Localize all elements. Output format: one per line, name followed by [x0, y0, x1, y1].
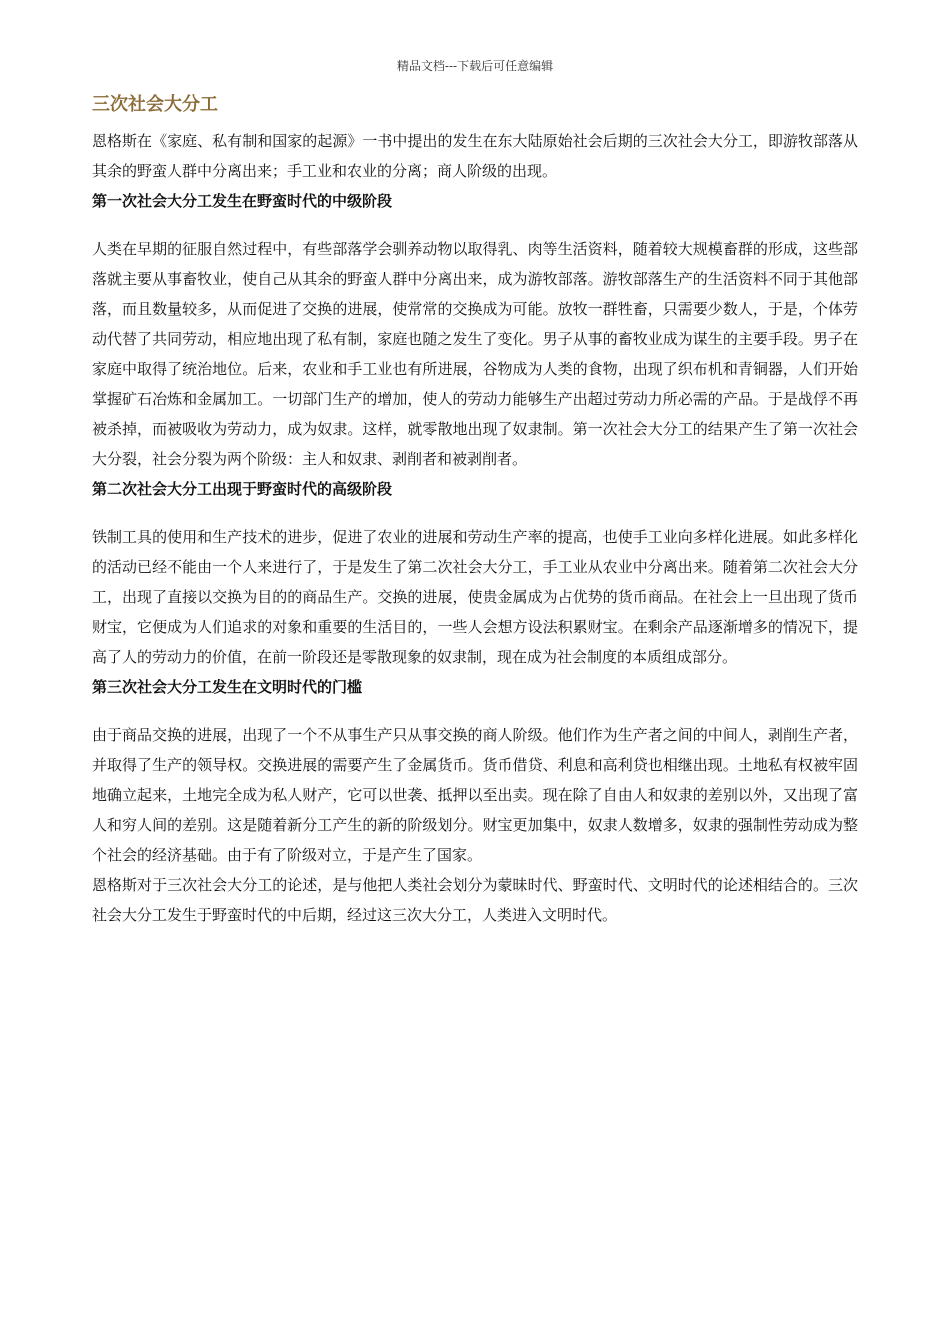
section-heading: 第一次社会大分工发生在野蛮时代的中级阶段: [92, 192, 393, 210]
section-3: [92, 672, 858, 870]
section-2: [92, 474, 858, 672]
spacer: [92, 216, 858, 234]
intro-paragraph: 恩格斯在《家庭、私有制和国家的起源》一书中提出的发生在东大陆原始社会后期的三次社会大分工，即游牧部落从其余的野蛮人群中分离出来；手工业和农业的分离；商人阶级的出现。: [92, 132, 858, 180]
section-1: [92, 186, 858, 474]
spacer: [92, 702, 858, 720]
spacer: [92, 504, 858, 522]
header-note: 精品文档---下载后可任意编辑: [396, 59, 554, 73]
section-heading: 第三次社会大分工发生在文明时代的门槛: [92, 678, 363, 696]
section-body: 人类在早期的征服自然过程中，有些部落学会驯养动物以取得乳、肉等生活资料，随着较大规模畜群的形成，这些部落就主要从事畜牧业，使自己从其余的野蛮人群中分离出来，成为游牧部落。游牧部落生产的生活资料不同于其他部落，而且数量较多，从而促进了交换的进展，使常常的交换成为可能。放牧一群牲畜，只需要少数人，于是，个体劳动代替了共同劳动，相应地出现了私有制，家庭也随之发生了变化。男子从事的畜牧业成为谋生的主要手段。男子在家庭中取得了统治地位。后来，农业和手工业也有所进展，谷物成为人类的食物，出现了织布机和青铜器，人们开始掌握矿石冶炼和金属加工。一切部门生产的增加，使人的劳动力能够生产出超过劳动力所必需的产品。于是战俘不再被杀掉，而被吸收为劳动力，成为奴隶。这样，就零散地出现了奴隶制。第一次社会大分工的结果产生了第一次社会大分裂，社会分裂为两个阶级：主人和奴隶、剥削者和被剥削者。: [92, 240, 858, 468]
document-title: 三次社会大分工: [92, 94, 218, 115]
section-body: 由于商品交换的进展，出现了一个不从事生产只从事交换的商人阶级。他们作为生产者之间的中间人，剥削生产者，并取得了生产的领导权。交换进展的需要产生了金属货币。货币借贷、利息和高利贷也相继出现。土地私有权被牢固地确立起来，土地完全成为私人财产，它可以世袭、抵押以至出卖。现在除了自由人和奴隶的差别以外，又出现了富人和穷人间的差别。这是随着新分工产生的新的阶级划分。财宝更加集中，奴隶人数增多，奴隶的强制性劳动成为整个社会的经济基础。由于有了阶级对立，于是产生了国家。: [92, 726, 858, 864]
section-heading: 第二次社会大分工出现于野蛮时代的高级阶段: [92, 480, 393, 498]
section-body: 铁制工具的使用和生产技术的进步，促进了农业的进展和劳动生产率的提高，也使手工业向多样化进展。如此多样化的活动已经不能由一个人来进行了，于是发生了第二次社会大分工，手工业从农业中分离出来。随着第二次社会大分工，出现了直接以交换为目的的商品生产。交换的进展，使贵金属成为占优势的货币商品。在社会上一旦出现了货币财宝，它便成为人们追求的对象和重要的生活目的，一些人会想方设法积累财宝。在剩余产品逐渐增多的情况下，提高了人的劳动力的价值，在前一阶段还是零散现象的奴隶制，现在成为社会制度的本质组成部分。: [92, 528, 858, 666]
conclusion-paragraph: 恩格斯对于三次社会大分工的论述，是与他把人类社会划分为蒙昧时代、野蛮时代、文明时代的论述相结合的。三次社会大分工发生于野蛮时代的中后期，经过这三次大分工，人类进入文明时代。: [92, 876, 858, 924]
document-content: [92, 92, 858, 930]
